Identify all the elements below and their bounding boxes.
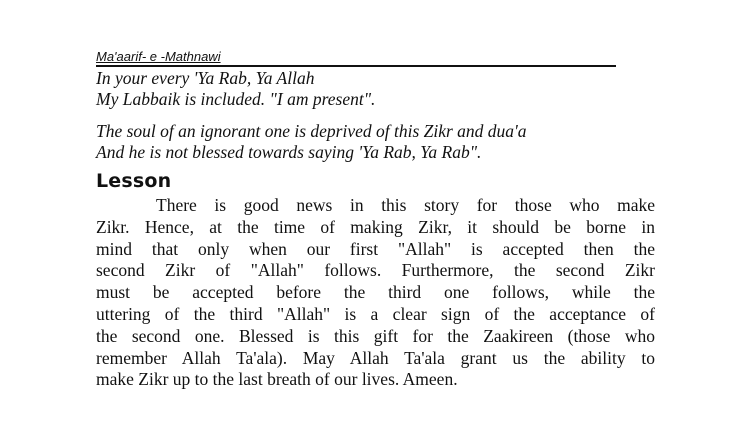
poem-stanza-2 xyxy=(96,121,656,163)
paragraph-line: Zikr. Hence, at the time of making Zikr, it should be borne in xyxy=(96,216,655,237)
poem-line: And he is not blessed towards saying 'Ya Rab, Ya Rab". xyxy=(96,142,482,162)
paragraph-line: There is good news in this story for those who make xyxy=(156,195,655,215)
paragraph-line: must be accepted before the third one follows, while the xyxy=(96,282,655,303)
poem-line: My Labbaik is included. "I am present". xyxy=(96,89,376,109)
poem-line: The soul of an ignorant one is deprived of this Zikr and dua'a xyxy=(96,121,527,141)
paragraph-line: the second one. Blessed is this gift for the Zaakireen (those who xyxy=(96,325,655,346)
paragraph-line: mind that only when our first "Allah" is accepted then the xyxy=(96,238,655,259)
lesson-heading: Lesson xyxy=(96,170,172,192)
header-title: Ma'aarif- e -Mathnawi xyxy=(96,49,221,64)
paragraph-line: make Zikr up to the last breath of our lives. Ameen. xyxy=(96,369,458,390)
document-page xyxy=(96,48,656,391)
paragraph-line: second Zikr of "Allah" follows. Furthermore, the second Zikr xyxy=(96,260,655,281)
lesson-paragraph xyxy=(96,195,655,391)
running-header xyxy=(96,48,616,68)
paragraph-line: uttering of the third "Allah" is a clear sign of the acceptance of xyxy=(96,303,655,324)
poem-stanza-1 xyxy=(96,68,656,110)
poem-line: In your every 'Ya Rab, Ya Allah xyxy=(96,68,315,88)
paragraph-line: remember Allah Ta'ala). May Allah Ta'ala grant us the ability to xyxy=(96,347,655,368)
header-rule xyxy=(96,65,616,67)
